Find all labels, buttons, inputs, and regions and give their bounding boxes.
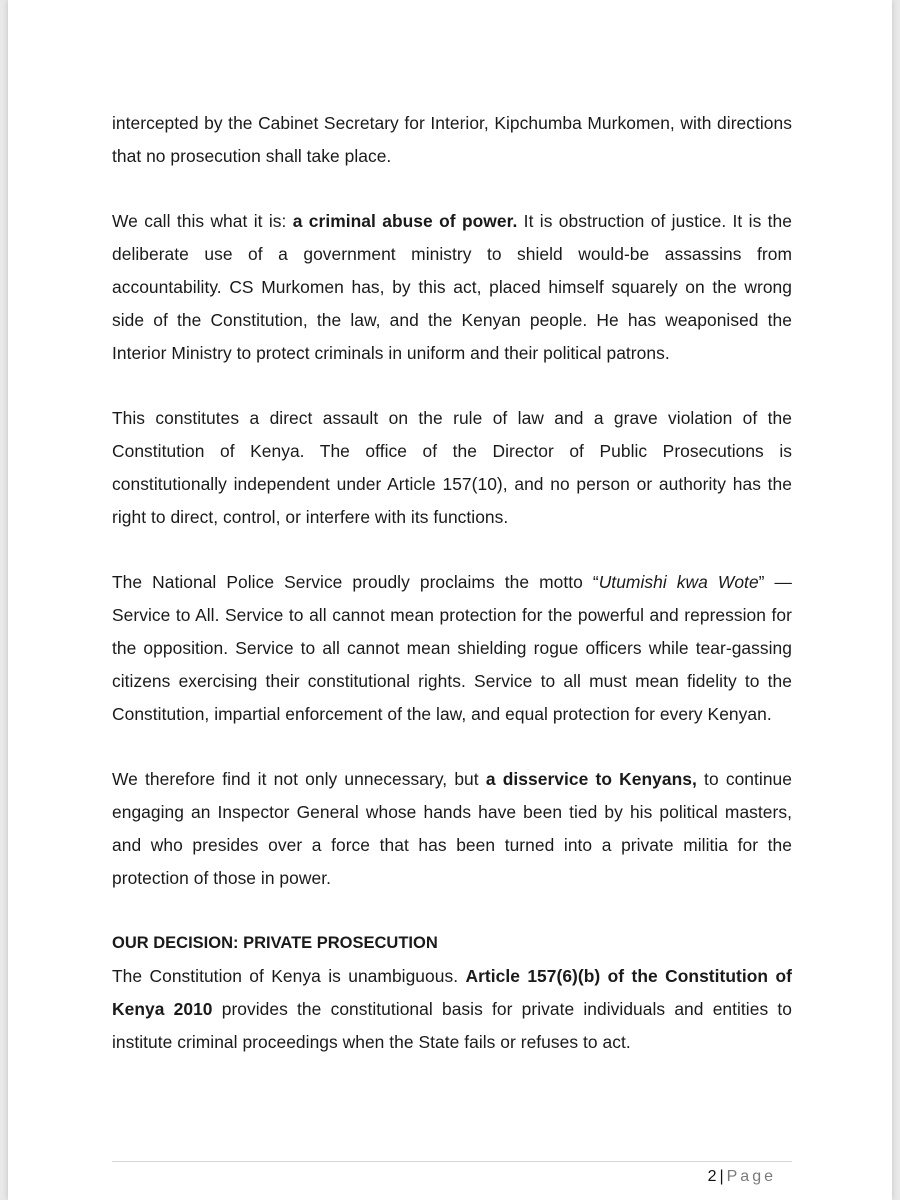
italic-motto: Utumishi kwa Wote [598, 572, 759, 592]
paragraph-abuse-of-power [112, 205, 792, 370]
paragraph-text: We call this what it is: [112, 211, 293, 231]
footer-divider [112, 1161, 792, 1162]
page-label: Page [726, 1168, 776, 1185]
paragraph-text: to continue engaging an Inspector General whose hands have been tied by his political masters, and who presides over a force that has been turned into a private militia for the protection of those in power. [112, 769, 792, 888]
paragraph-text: The National Police Service proudly proclaims the motto “ [112, 572, 599, 592]
paragraph-disservice [112, 763, 792, 895]
paragraph-police-motto [112, 566, 792, 731]
paragraph-text: It is obstruction of justice. It is the deliberate use of a government ministry to shield would-be assassins from accountability. CS Murkomen has, by this act, placed himself squarely on the wrong side of the Constitution, the law, and the Kenyan people. He has weaponised the Interior Ministry to protect criminals in uniform and their political patrons. [112, 211, 792, 363]
paragraph-text: provides the constitutional basis for private individuals and entities to institute criminal proceedings when the State fails or refuses to act. [112, 999, 792, 1052]
paragraph-private-prosecution [112, 960, 792, 1059]
bold-emphasis: Article 157(6)(b) of the Constitution of Kenya 2010 [112, 966, 792, 1019]
page-separator: | [719, 1168, 724, 1185]
bold-emphasis: a criminal abuse of power. [292, 211, 518, 231]
paragraph-text: ” — Service to All. Service to all cannot mean protection for the powerful and repression for the opposition. Service to all cannot mean shielding rogue officers while tear-gassing citizens exercising their constitutional rights. Service to all must mean fidelity to the Constitution, impartial enforcement of the law, and equal protection for every Kenyan. [112, 572, 792, 724]
paragraph-text: We therefore find it not only unnecessary, but [112, 769, 486, 789]
section-heading: OUR DECISION: PRIVATE PROSECUTION [112, 934, 438, 952]
page-footer [708, 1166, 776, 1188]
paragraph-interception [112, 107, 792, 173]
document-page [8, 0, 892, 1200]
paragraph-text: The Constitution of Kenya is unambiguous. [112, 966, 466, 986]
page-number: 2 [707, 1168, 717, 1185]
paragraph-text: This constitutes a direct assault on the rule of law and a grave violation of the Constitution of Kenya. The office of the Director of Public Prosecutions is constitutionally independent under Article 157(10), and no person or authority has the right to direct, control, or interfere with its functions. [112, 408, 792, 527]
page-content [112, 107, 792, 1059]
paragraph-rule-of-law [112, 402, 792, 534]
bold-emphasis: a disservice to Kenyans, [485, 769, 697, 789]
paragraph-text: intercepted by the Cabinet Secretary for Interior, Kipchumba Murkomen, with directions that no prosecution shall take place. [112, 113, 792, 166]
